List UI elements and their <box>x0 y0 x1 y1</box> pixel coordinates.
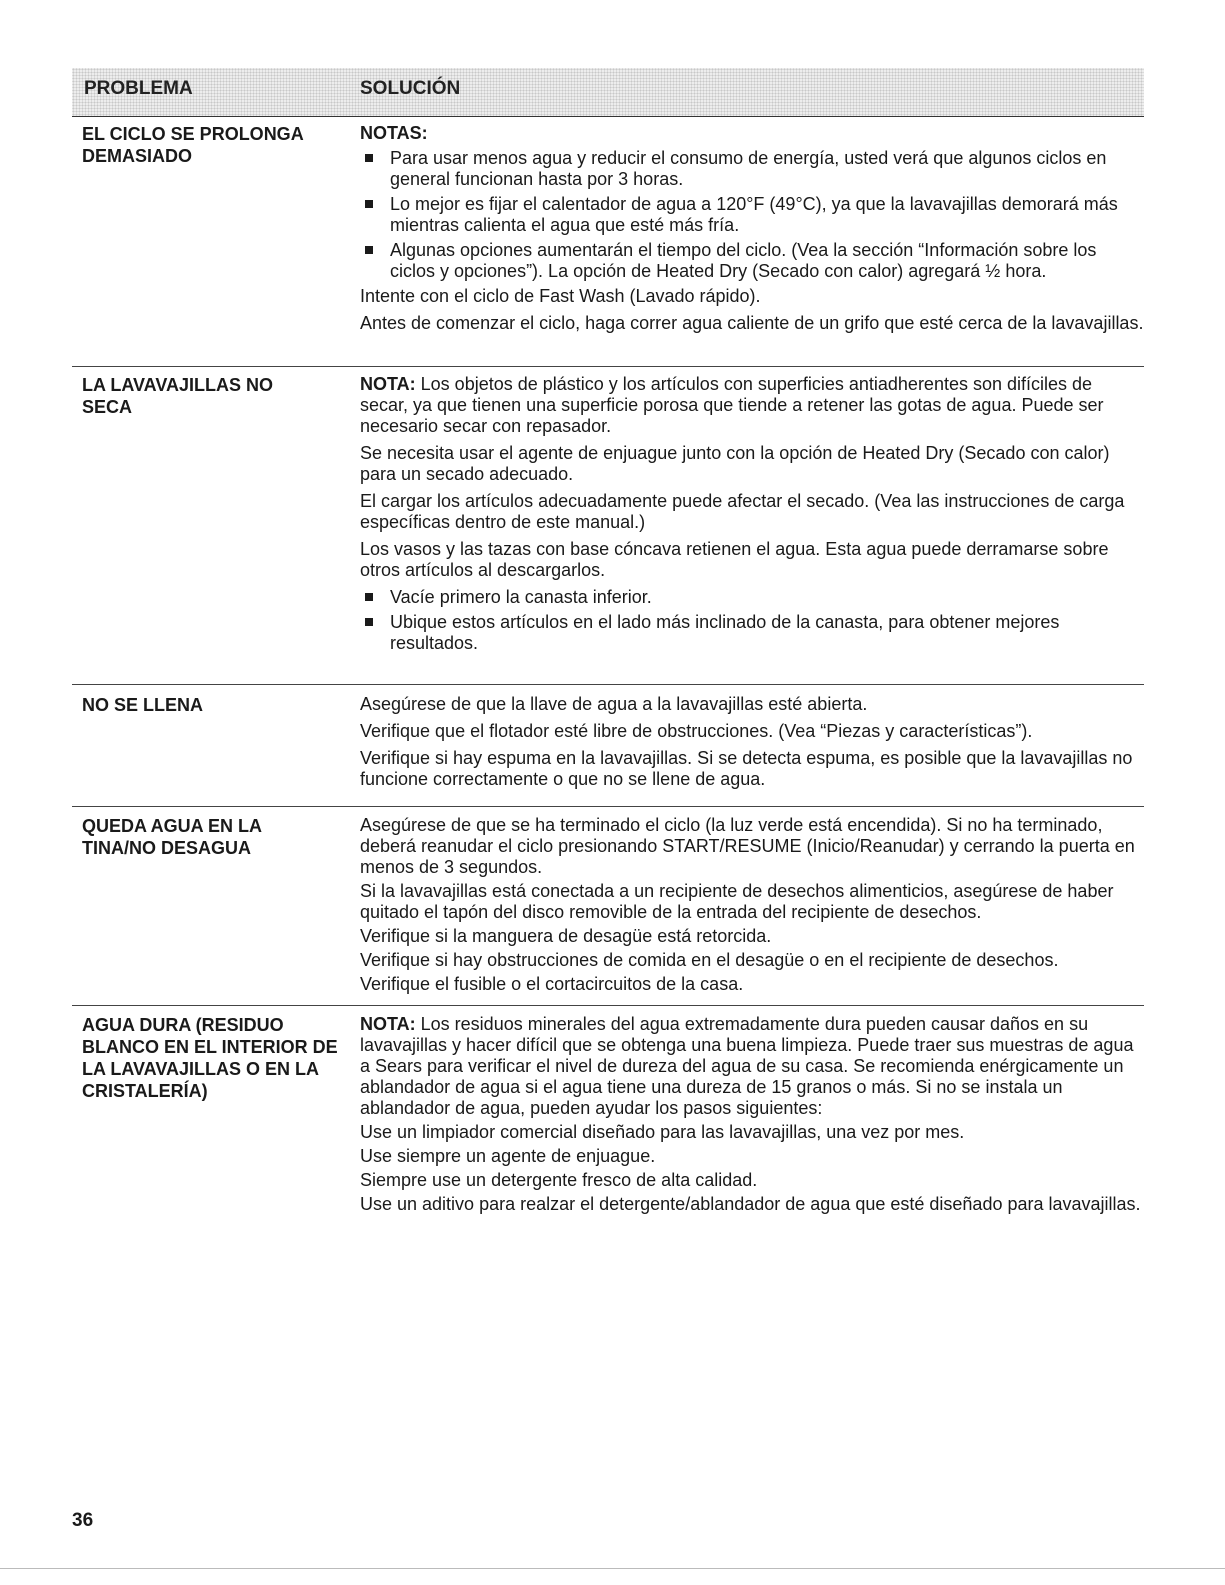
solution-text: Verifique que el flotador esté libre de obstrucciones. (Vea “Piezas y características”). <box>360 721 1033 741</box>
solution-text: Asegúrese de que la llave de agua a la lavavajillas esté abierta. <box>360 694 868 714</box>
solution-cell <box>360 1014 1144 1218</box>
problem-cell: LA LAVAVAJILLAS NO SECA <box>82 375 273 417</box>
solution-text: Intente con el ciclo de Fast Wash (Lavado rápido). <box>360 286 761 306</box>
solution-text: Siempre use un detergente fresco de alta calidad. <box>360 1170 758 1190</box>
header-problem: PROBLEMA <box>84 78 193 99</box>
list-item: Ubique estos artículos en el lado más inclinado de la canasta, para obtener mejores resultados. <box>360 612 1144 654</box>
solution-text: Antes de comenzar el ciclo, haga correr agua caliente de un grifo que esté cerca de la lavavajillas. <box>360 313 1144 333</box>
solution-text: Verifique si la manguera de desagüe está retorcida. <box>360 926 772 946</box>
solution-text: Los vasos y las tazas con base cóncava retienen el agua. Esta agua puede derramarse sobre otros artículos al descargarlos. <box>360 539 1109 580</box>
solution-text: Use siempre un agente de enjuague. <box>360 1146 656 1166</box>
note-label: NOTA: <box>360 1014 416 1034</box>
solution-text: Verifique si hay espuma en la lavavajillas. Si se detecta espuma, es posible que la lavavajillas no funcione correctamente o que no se llene de agua. <box>360 748 1133 789</box>
list-item: Para usar menos agua y reducir el consumo de energía, usted verá que algunos ciclos en general funcionan hasta por 3 horas. <box>360 148 1144 190</box>
table-header <box>72 68 1144 117</box>
solution-text: El cargar los artículos adecuadamente puede afectar el secado. (Vea las instrucciones de carga específicas dentro de este manual.) <box>360 491 1125 532</box>
note-paragraph <box>360 1014 1144 1119</box>
solution-text: Asegúrese de que se ha terminado el ciclo (la luz verde está encendida). Si no ha terminado, deberá reanudar el ciclo presionando START/RESUME (Inicio/Reanudar) y cerrando la puerta en menos de 3 segundos. <box>360 815 1135 877</box>
solution-text: Use un limpiador comercial diseñado para las lavavajillas, una vez por mes. <box>360 1122 965 1142</box>
list-item: Vacíe primero la canasta inferior. <box>360 587 1144 608</box>
bullet-list <box>360 148 1144 282</box>
solution-text: Se necesita usar el agente de enjuague junto con la opción de Heated Dry (Secado con calor) para un secado adecuado. <box>360 443 1110 484</box>
solution-cell <box>360 694 1144 806</box>
problem-cell: AGUA DURA (RESIDUO BLANCO EN EL INTERIOR DE LA LAVAVAJILLAS O EN LA CRISTALERÍA) <box>82 1015 338 1101</box>
troubleshooting-table <box>72 68 1144 1218</box>
notes-label: NOTAS: <box>360 123 428 143</box>
header-solution: SOLUCIÓN <box>360 78 461 99</box>
note-text: Los objetos de plástico y los artículos con superficies antiadherentes son difíciles de secar, ya que tienen una superficie porosa que tiende a retener las gotas de agua. Puede ser necesario secar con repasador. <box>360 374 1104 436</box>
solution-text: Use un aditivo para realzar el detergente/ablandador de agua que esté diseñado para lavavajillas. <box>360 1194 1141 1214</box>
note-label: NOTA: <box>360 374 416 394</box>
solution-text: Verifique si hay obstrucciones de comida en el desagüe o en el recipiente de desechos. <box>360 950 1059 970</box>
table-row <box>72 117 1144 367</box>
problem-cell: NO SE LLENA <box>82 695 204 715</box>
solution-text: Verifique el fusible o el cortacircuitos de la casa. <box>360 974 744 994</box>
list-item: Lo mejor es fijar el calentador de agua a 120°F (49°C), ya que la lavavajillas demorará más mientras calienta el agua que esté más fría. <box>360 194 1144 236</box>
list-item: Algunas opciones aumentarán el tiempo del ciclo. (Vea la sección “Información sobre los ciclos y opciones”). La opción de Heated Dry (Secado con calor) agregará ½ hora. <box>360 240 1144 282</box>
solution-cell <box>360 374 1144 684</box>
problem-cell: EL CICLO SE PROLONGA DEMASIADO <box>82 124 304 166</box>
table-row <box>72 1006 1144 1218</box>
page-number: 36 <box>72 1510 94 1531</box>
problem-cell: QUEDA AGUA EN LA TINA/NO DESAGUA <box>82 816 262 858</box>
note-paragraph <box>360 374 1144 437</box>
solution-cell <box>360 815 1144 1005</box>
bottom-rule <box>0 1568 1225 1569</box>
table-row <box>72 807 1144 1006</box>
table-row <box>72 685 1144 807</box>
note-text: Los residuos minerales del agua extremadamente dura pueden causar daños en su lavavajillas y hacer difícil que se obtenga una buena limpieza. Puede traer sus muestras de agua a Sears para verificar el nivel de dureza del agua de su casa. Se recomienda enérgicamente un ablandador de agua si el agua tiene una dureza de 15 granos o más. Si no se instala un ablandador de agua, pueden ayudar los pasos siguientes: <box>360 1014 1134 1118</box>
solution-cell <box>360 123 1144 366</box>
solution-text: Si la lavavajillas está conectada a un recipiente de desechos alimenticios, asegúrese de haber quitado el tapón del disco removible de la entrada del recipiente de desechos. <box>360 881 1114 922</box>
bullet-list <box>360 587 1144 654</box>
table-row <box>72 367 1144 685</box>
